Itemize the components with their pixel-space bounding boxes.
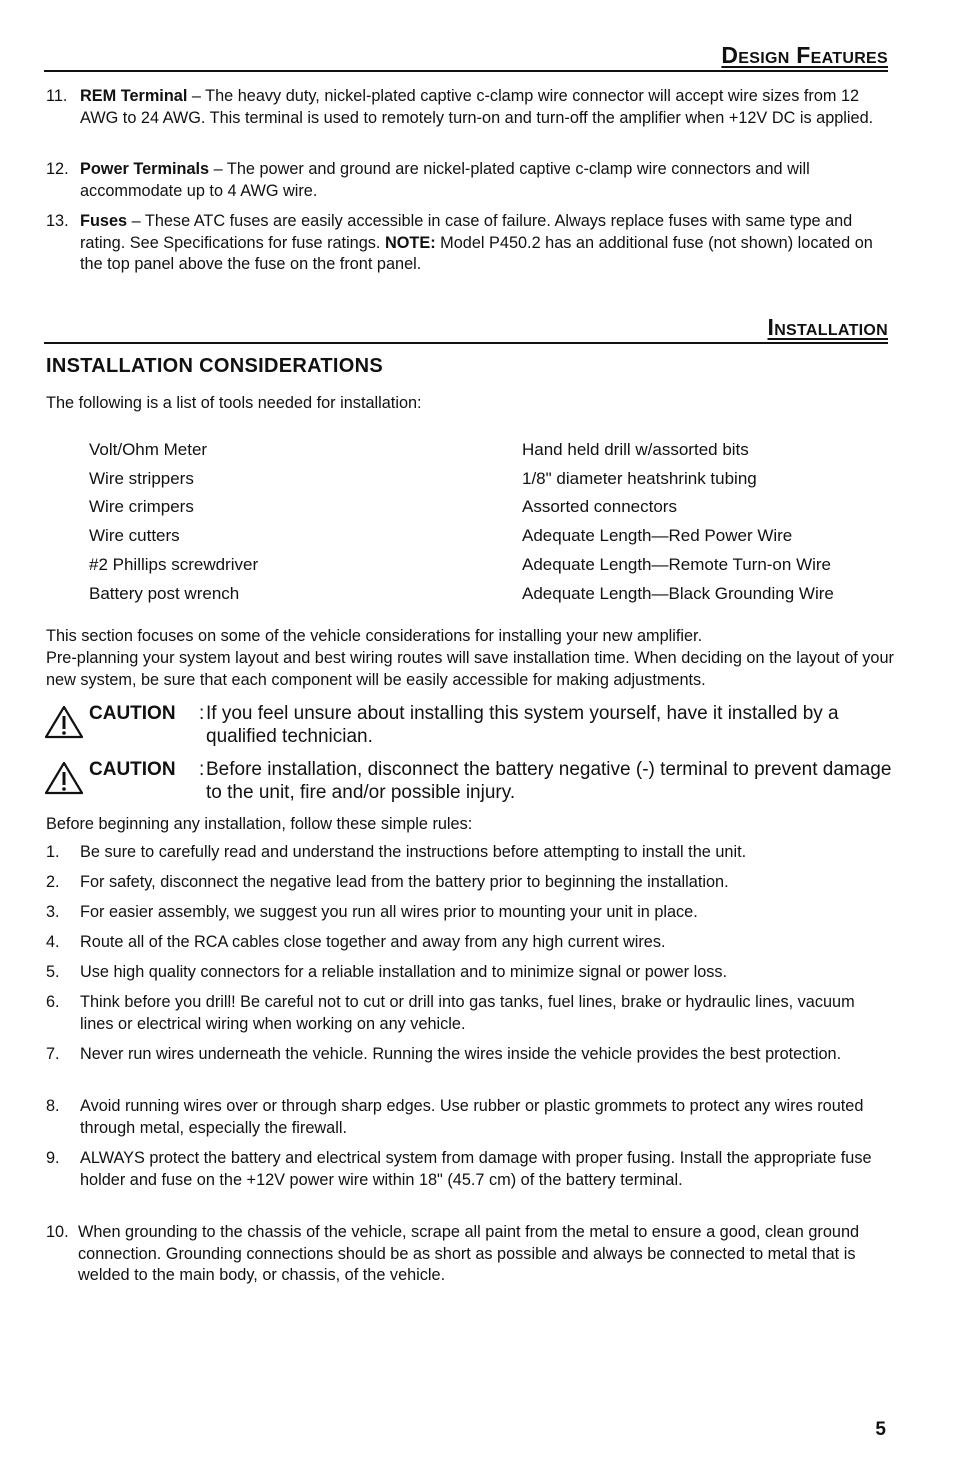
installation-considerations-heading: INSTALLATION CONSIDERATIONS [46, 355, 383, 377]
rule-number: 9. [46, 1149, 60, 1167]
rule-item [46, 842, 888, 864]
tool-item: Volt/Ohm Meter [89, 440, 208, 459]
note-text: Model P450.2 has an additional fuse (not shown) located on the top panel above the fuse on the front panel. [80, 233, 873, 274]
feature-item-fuses [46, 211, 888, 276]
rule-number: 1. [46, 843, 60, 861]
rule-text: Use high quality connectors for a reliable installation and to minimize signal or power loss. [80, 963, 728, 981]
caution-separator: : [199, 703, 205, 724]
item-number: 13. [46, 212, 69, 230]
rule-number: 3. [46, 903, 60, 921]
installation-heading: Installation [44, 316, 888, 344]
intro-paragraph: Pre-planning your system layout and best wiring routes will save installation time. When deciding on the layout of your new system, be sure that each component will be easily accessible for making adjustments. [46, 649, 894, 689]
tool-item: Wire cutters [89, 526, 180, 546]
rule-text: For safety, disconnect the negative lead from the battery prior to beginning the installation. [80, 873, 729, 891]
tool-item: Adequate Length—Red Power Wire [522, 526, 793, 546]
rule-text: Think before you drill! Be careful not to cut or drill into gas tanks, fuel lines, brake or hydraulic lines, vacuum lines or electrical wiring when working on any vehicle. [80, 993, 855, 1033]
rule-text: Route all of the RCA cables close together and away from any high current wires. [80, 933, 666, 951]
tools-list-left [89, 436, 258, 608]
warning-triangle-icon [44, 761, 84, 795]
rule-item [46, 1096, 888, 1139]
tools-intro: The following is a list of tools needed for installation: [46, 394, 422, 412]
rule-item [46, 872, 888, 894]
item-text: – These ATC fuses are easily accessible in case of failure. Always replace fuses with same type and rating. See Specifications for fuse ratings. [80, 212, 853, 252]
rule-item [46, 1148, 888, 1191]
item-number: 11. [46, 87, 68, 105]
tool-item: Adequate Length—Remote Turn-on Wire [522, 554, 832, 574]
rule-text: When grounding to the chassis of the vehicle, scrape all paint from the metal to ensure a good, clean ground connection. Grounding connections should be as short as possible and always be connected to metal that is welded to the main body, or chassis, of the vehicle. [78, 1223, 860, 1285]
tool-item: Wire strippers [89, 468, 194, 488]
caution-text: Before installation, disconnect the battery negative (-) terminal to prevent damage to the unit, fire and/or possible injury. [206, 759, 892, 803]
warning-triangle-icon [44, 705, 84, 739]
item-body [80, 211, 888, 276]
intro-line: This section focuses on some of the vehicle considerations for installing your new amplifier. [46, 627, 703, 645]
caution-block-1 [44, 703, 894, 748]
rule-item [46, 1222, 888, 1287]
tool-item: Hand held drill w/assorted bits [522, 440, 749, 459]
rule-item [46, 962, 888, 984]
rule-text: Avoid running wires over or through sharp edges. Use rubber or plastic grommets to protect any wires routed through metal, especially the firewall. [80, 1097, 864, 1137]
rule-number: 6. [46, 993, 60, 1011]
caution-label: CAUTION [89, 759, 176, 780]
caution-label: CAUTION [89, 703, 176, 724]
rule-item [46, 902, 888, 924]
item-term: Power Terminals [80, 160, 210, 178]
item-number: 12. [46, 160, 69, 178]
rules-intro: Before beginning any installation, follow these simple rules: [46, 815, 473, 833]
tool-item: Assorted connectors [522, 497, 677, 517]
item-term: Fuses [80, 212, 128, 230]
feature-item-power-terminals [46, 159, 888, 202]
note-label: NOTE: [384, 233, 436, 252]
tool-item: 1/8" diameter heatshrink tubing [522, 468, 757, 488]
rule-number: 7. [46, 1045, 60, 1063]
item-text: – The power and ground are nickel-plated captive c-clamp wire connectors and will accommodate up to 4 AWG wire. [80, 160, 810, 200]
rule-item [46, 992, 888, 1035]
item-term: REM Terminal [80, 87, 188, 105]
page-number: 5 [875, 1419, 886, 1440]
rule-number: 8. [46, 1097, 60, 1115]
section-intro [46, 625, 896, 691]
rule-text: Never run wires underneath the vehicle. Running the wires inside the vehicle provides the best protection. [80, 1045, 842, 1063]
rule-number: 10. [46, 1223, 69, 1241]
caution-separator: : [199, 759, 205, 780]
rule-number: 4. [46, 933, 60, 951]
tool-item: Battery post wrench [89, 583, 240, 603]
caution-text: If you feel unsure about installing this system yourself, have it installed by a qualified technician. [206, 703, 839, 747]
rule-number: 5. [46, 963, 60, 981]
tool-item: #2 Phillips screwdriver [89, 554, 259, 574]
item-text: – The heavy duty, nickel-plated captive c-clamp wire connector will accept wire sizes from 12 AWG to 24 AWG. This terminal is used to remotely turn-on and turn-off the amplifier when +12V DC is applied. [80, 87, 874, 127]
design-features-heading: Design Features [44, 44, 888, 72]
rule-text: ALWAYS protect the battery and electrical system from damage with proper fusing. Install the appropriate fuse holder and fuse on the +12V power wire within 18" (45.7 cm) of the battery terminal. [80, 1149, 872, 1189]
feature-item-rem-terminal [46, 86, 888, 129]
rule-item [46, 932, 888, 954]
rule-text: For easier assembly, we suggest you run all wires prior to mounting your unit in place. [80, 903, 698, 921]
rule-item [46, 1044, 888, 1066]
caution-block-2 [44, 759, 894, 804]
tool-item: Adequate Length—Black Grounding Wire [522, 583, 834, 603]
tool-item: Wire crimpers [89, 497, 194, 517]
item-body [80, 159, 888, 202]
item-body [80, 86, 888, 129]
tools-list-right [522, 436, 834, 608]
rule-text: Be sure to carefully read and understand the instructions before attempting to install the unit. [80, 843, 747, 861]
rule-number: 2. [46, 873, 60, 891]
